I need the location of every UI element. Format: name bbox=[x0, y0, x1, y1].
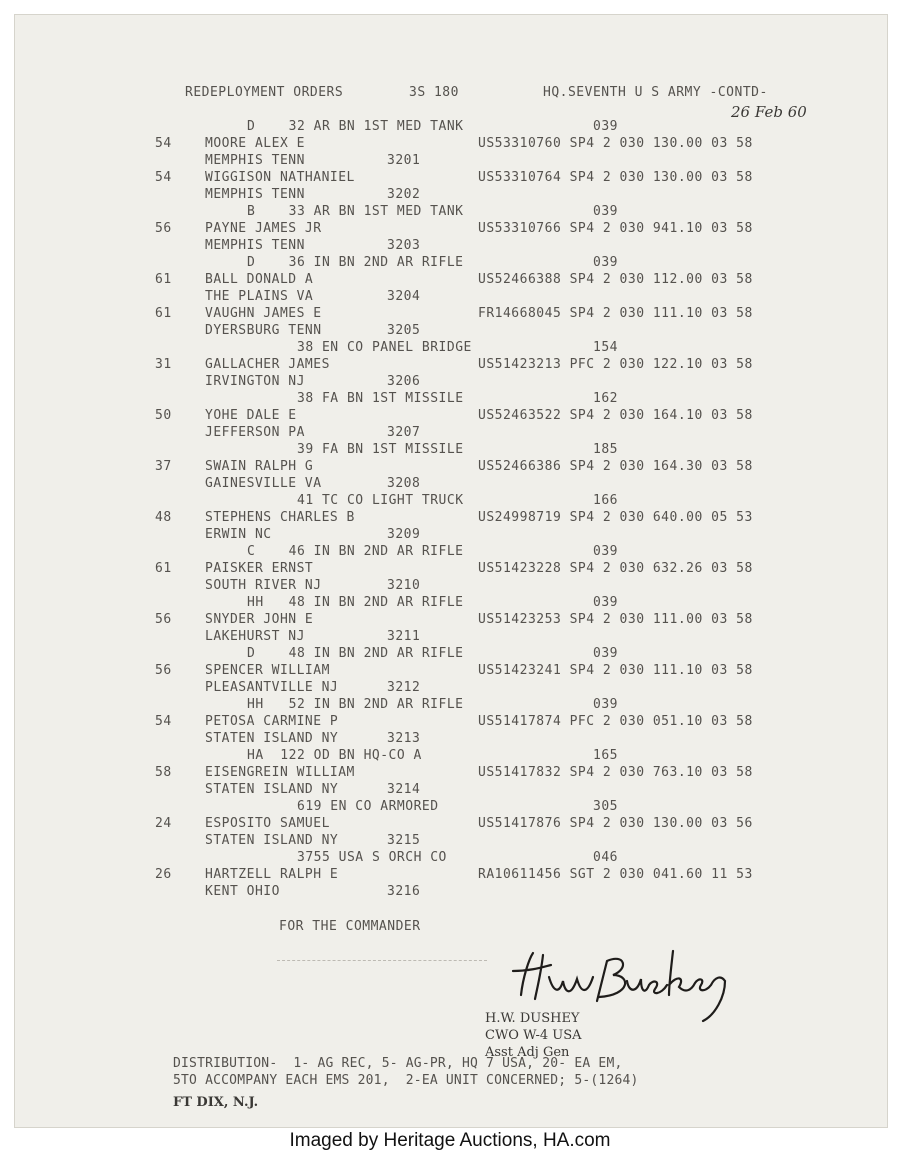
order-title: REDEPLOYMENT ORDERS bbox=[185, 85, 344, 100]
soldier-hometown: STATEN ISLAND NY bbox=[205, 731, 339, 746]
sequence-number: 54 bbox=[155, 714, 172, 729]
service-details: FR14668045 SP4 2 030 111.10 03 58 bbox=[478, 306, 753, 321]
soldier-name: WIGGISON NATHANIEL bbox=[205, 170, 355, 185]
unit-code: 165 bbox=[593, 748, 618, 763]
order-line-number: 3208 bbox=[387, 476, 421, 491]
soldier-hometown: MEMPHIS TENN bbox=[205, 153, 305, 168]
unit-code: 039 bbox=[593, 595, 618, 610]
unit-code: 162 bbox=[593, 391, 618, 406]
order-line-number: 3201 bbox=[387, 153, 421, 168]
service-details: US51417874 PFC 2 030 051.10 03 58 bbox=[478, 714, 753, 729]
soldier-name: SPENCER WILLIAM bbox=[205, 663, 330, 678]
distribution-line-2: 5TO ACCOMPANY EACH EMS 201, 2-EA UNIT CONCERNED; 5-(1264) bbox=[173, 1073, 639, 1088]
headquarters-line: HQ.SEVENTH U S ARMY -CONTD- bbox=[543, 85, 768, 100]
soldier-name: SNYDER JOHN E bbox=[205, 612, 314, 627]
soldier-hometown: PLEASANTVILLE NJ bbox=[205, 680, 339, 695]
soldier-name: YOHE DALE E bbox=[205, 408, 297, 423]
order-date: 26 Feb 60 bbox=[731, 103, 807, 121]
unit-code: 039 bbox=[593, 544, 618, 559]
unit-line: 38 FA BN 1ST MISSILE bbox=[297, 391, 464, 406]
unit-line: HA 122 OD BN HQ-CO A bbox=[247, 748, 422, 763]
soldier-name: MOORE ALEX E bbox=[205, 136, 305, 151]
service-details: US51417876 SP4 2 030 130.00 03 56 bbox=[478, 816, 753, 831]
unit-line: 41 TC CO LIGHT TRUCK bbox=[297, 493, 464, 508]
sequence-number: 56 bbox=[155, 221, 172, 236]
unit-code: 039 bbox=[593, 204, 618, 219]
soldier-hometown: JEFFERSON PA bbox=[205, 425, 305, 440]
soldier-hometown: ERWIN NC bbox=[205, 527, 272, 542]
sequence-number: 56 bbox=[155, 663, 172, 678]
soldier-name: PAYNE JAMES JR bbox=[205, 221, 322, 236]
service-details: US53310760 SP4 2 030 130.00 03 58 bbox=[478, 136, 753, 151]
divider bbox=[277, 960, 487, 961]
soldier-hometown: MEMPHIS TENN bbox=[205, 238, 305, 253]
soldier-hometown: MEMPHIS TENN bbox=[205, 187, 305, 202]
soldier-name: GALLACHER JAMES bbox=[205, 357, 330, 372]
sequence-number: 56 bbox=[155, 612, 172, 627]
sequence-number: 61 bbox=[155, 272, 172, 287]
sequence-number: 58 bbox=[155, 765, 172, 780]
soldier-name: VAUGHN JAMES E bbox=[205, 306, 322, 321]
soldier-name: EISENGREIN WILLIAM bbox=[205, 765, 355, 780]
sequence-number: 26 bbox=[155, 867, 172, 882]
order-line-number: 3213 bbox=[387, 731, 421, 746]
order-line-number: 3205 bbox=[387, 323, 421, 338]
soldier-hometown: DYERSBURG TENN bbox=[205, 323, 322, 338]
unit-line: HH 52 IN BN 2ND AR RIFLE bbox=[247, 697, 464, 712]
service-details: US51423213 PFC 2 030 122.10 03 58 bbox=[478, 357, 753, 372]
unit-code: 305 bbox=[593, 799, 618, 814]
unit-line: 38 EN CO PANEL BRIDGE bbox=[297, 340, 472, 355]
sequence-number: 48 bbox=[155, 510, 172, 525]
order-line-number: 3215 bbox=[387, 833, 421, 848]
service-details: US51423241 SP4 2 030 111.10 03 58 bbox=[478, 663, 753, 678]
sequence-number: 24 bbox=[155, 816, 172, 831]
unit-line: 39 FA BN 1ST MISSILE bbox=[297, 442, 464, 457]
unit-line: B 33 AR BN 1ST MED TANK bbox=[247, 204, 464, 219]
order-line-number: 3211 bbox=[387, 629, 421, 644]
service-details: US53310766 SP4 2 030 941.10 03 58 bbox=[478, 221, 753, 236]
order-line-number: 3216 bbox=[387, 884, 421, 899]
soldier-name: HARTZELL RALPH E bbox=[205, 867, 339, 882]
service-details: US52466386 SP4 2 030 164.30 03 58 bbox=[478, 459, 753, 474]
signatory-rank: CWO W-4 USA bbox=[485, 1028, 582, 1043]
unit-code: 185 bbox=[593, 442, 618, 457]
sequence-number: 61 bbox=[155, 306, 172, 321]
sequence-number: 37 bbox=[155, 459, 172, 474]
signatory-name: H.W. DUSHEY bbox=[485, 1011, 580, 1026]
unit-line: D 36 IN BN 2ND AR RIFLE bbox=[247, 255, 464, 270]
soldier-hometown: GAINESVILLE VA bbox=[205, 476, 322, 491]
unit-code: 039 bbox=[593, 119, 618, 134]
soldier-name: ESPOSITO SAMUEL bbox=[205, 816, 330, 831]
order-number: 3S 180 bbox=[409, 85, 459, 100]
unit-code: 166 bbox=[593, 493, 618, 508]
signatory-title: Asst Adj Gen bbox=[485, 1045, 570, 1060]
service-details: US51423253 SP4 2 030 111.00 03 58 bbox=[478, 612, 753, 627]
service-details: RA10611456 SGT 2 030 041.60 11 53 bbox=[478, 867, 753, 882]
service-details: US52466388 SP4 2 030 112.00 03 58 bbox=[478, 272, 753, 287]
image-credit: Imaged by Heritage Auctions, HA.com bbox=[289, 1130, 611, 1151]
distribution-line-1: DISTRIBUTION- 1- AG REC, 5- AG-PR, HQ 7 USA, 20- EA EM, bbox=[173, 1056, 623, 1071]
unit-line: D 32 AR BN 1ST MED TANK bbox=[247, 119, 464, 134]
sequence-number: 54 bbox=[155, 170, 172, 185]
service-details: US53310764 SP4 2 030 130.00 03 58 bbox=[478, 170, 753, 185]
location-line: FT DIX, N.J. bbox=[173, 1095, 259, 1110]
unit-code: 039 bbox=[593, 255, 618, 270]
soldier-name: SWAIN RALPH G bbox=[205, 459, 314, 474]
service-details: US24998719 SP4 2 030 640.00 05 53 bbox=[478, 510, 753, 525]
soldier-name: STEPHENS CHARLES B bbox=[205, 510, 355, 525]
soldier-hometown: STATEN ISLAND NY bbox=[205, 833, 339, 848]
soldier-hometown: STATEN ISLAND NY bbox=[205, 782, 339, 797]
unit-line: D 48 IN BN 2ND AR RIFLE bbox=[247, 646, 464, 661]
order-line-number: 3210 bbox=[387, 578, 421, 593]
unit-line: HH 48 IN BN 2ND AR RIFLE bbox=[247, 595, 464, 610]
unit-code: 154 bbox=[593, 340, 618, 355]
unit-code: 039 bbox=[593, 697, 618, 712]
sequence-number: 61 bbox=[155, 561, 172, 576]
soldier-hometown: IRVINGTON NJ bbox=[205, 374, 305, 389]
order-line-number: 3203 bbox=[387, 238, 421, 253]
soldier-hometown: KENT OHIO bbox=[205, 884, 280, 899]
order-line-number: 3214 bbox=[387, 782, 421, 797]
unit-line: 3755 USA S ORCH CO bbox=[297, 850, 447, 865]
sequence-number: 31 bbox=[155, 357, 172, 372]
sequence-number: 50 bbox=[155, 408, 172, 423]
order-line-number: 3209 bbox=[387, 527, 421, 542]
unit-line: C 46 IN BN 2ND AR RIFLE bbox=[247, 544, 464, 559]
service-details: US51417832 SP4 2 030 763.10 03 58 bbox=[478, 765, 753, 780]
soldier-name: BALL DONALD A bbox=[205, 272, 314, 287]
soldier-name: PETOSA CARMINE P bbox=[205, 714, 339, 729]
order-line-number: 3207 bbox=[387, 425, 421, 440]
soldier-hometown: THE PLAINS VA bbox=[205, 289, 314, 304]
unit-code: 039 bbox=[593, 646, 618, 661]
service-details: US51423228 SP4 2 030 632.26 03 58 bbox=[478, 561, 753, 576]
soldier-hometown: SOUTH RIVER NJ bbox=[205, 578, 322, 593]
order-line-number: 3202 bbox=[387, 187, 421, 202]
unit-line: 619 EN CO ARMORED bbox=[297, 799, 439, 814]
commander-line: FOR THE COMMANDER bbox=[279, 919, 421, 934]
order-document bbox=[14, 14, 888, 1128]
soldier-hometown: LAKEHURST NJ bbox=[205, 629, 305, 644]
soldier-name: PAISKER ERNST bbox=[205, 561, 314, 576]
unit-code: 046 bbox=[593, 850, 618, 865]
order-line-number: 3212 bbox=[387, 680, 421, 695]
sequence-number: 54 bbox=[155, 136, 172, 151]
order-line-number: 3204 bbox=[387, 289, 421, 304]
service-details: US52463522 SP4 2 030 164.10 03 58 bbox=[478, 408, 753, 423]
order-line-number: 3206 bbox=[387, 374, 421, 389]
